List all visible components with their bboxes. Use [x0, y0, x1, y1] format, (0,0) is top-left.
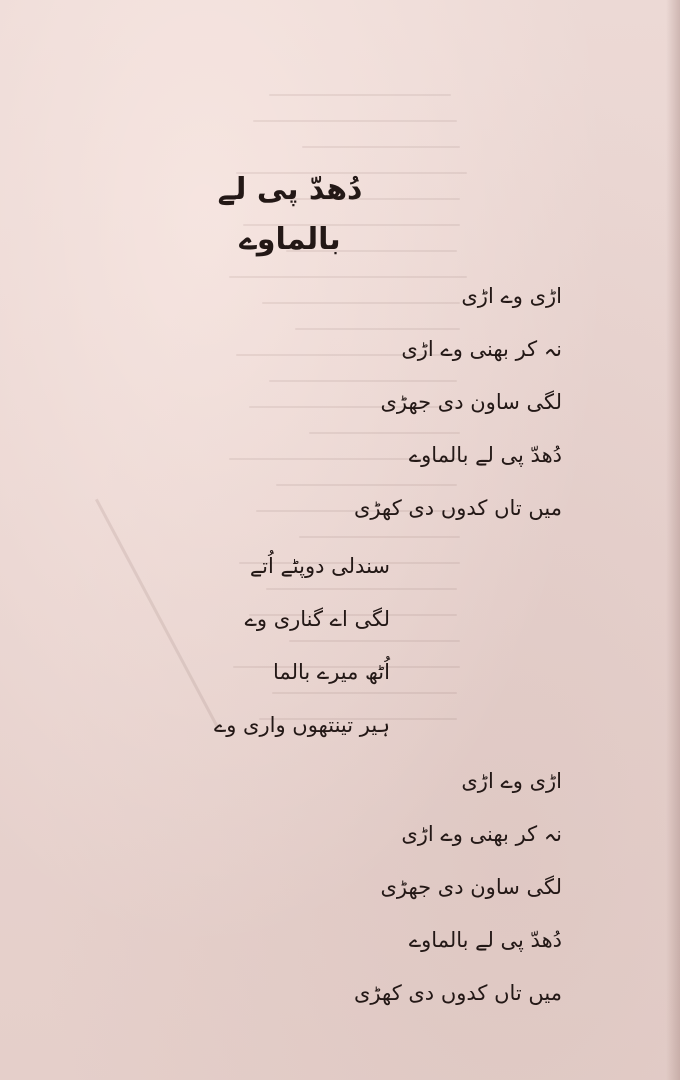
verse-line: اڑی وے اڑی — [461, 284, 562, 308]
verse-line: اڑی وے اڑی — [461, 769, 562, 793]
verse-line: لگی اے گناری وے — [244, 607, 390, 631]
page-edge-shadow — [666, 0, 680, 1080]
verse-line: میں تاں کدوں دی کھڑی — [353, 981, 562, 1005]
poem-title: دُھدّ پی لے بالماوے — [217, 172, 363, 257]
verse-line: ہیر تینتھوں واری وے — [213, 713, 390, 737]
verse-line: سندلی دوپٹے اُتے — [249, 554, 390, 578]
verse-line: نہ کر بھنی وے اڑی — [401, 337, 562, 361]
stanza-1 — [330, 270, 562, 535]
stanza-2 — [170, 540, 390, 752]
verse-line: نہ کر بھنی وے اڑی — [401, 822, 562, 846]
verse-line: دُھدّ پی لے بالماوے — [408, 928, 562, 952]
verse-line: اُٹھ میرے بالما — [273, 660, 390, 684]
verse-line: دُھدّ پی لے بالماوے — [408, 443, 562, 467]
verse-line: میں تاں کدوں دی کھڑی — [353, 496, 562, 520]
stanza-3 — [330, 755, 562, 1020]
verse-line: لگی ساون دی جھڑی — [380, 875, 562, 899]
verse-line: لگی ساون دی جھڑی — [380, 390, 562, 414]
